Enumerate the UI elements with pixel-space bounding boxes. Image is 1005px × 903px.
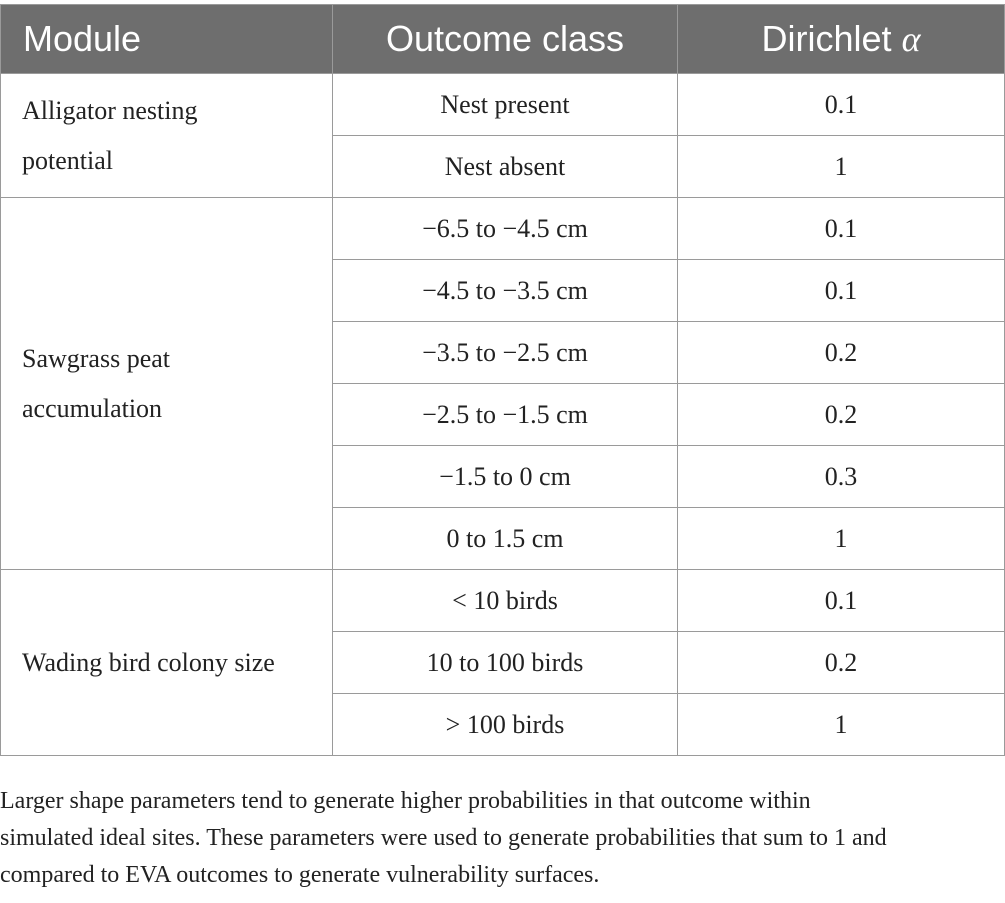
outcome-cell: −1.5 to 0 cm bbox=[333, 446, 678, 508]
alpha-cell: 0.1 bbox=[678, 74, 1005, 136]
outcome-cell: 10 to 100 birds bbox=[333, 632, 678, 694]
alpha-cell: 0.1 bbox=[678, 198, 1005, 260]
table-row bbox=[1, 570, 1005, 632]
header-dirichlet-alpha bbox=[678, 5, 1005, 74]
table-row bbox=[1, 74, 1005, 136]
alpha-cell: 1 bbox=[678, 136, 1005, 198]
alpha-cell: 0.1 bbox=[678, 570, 1005, 632]
module-label-line: Alligator nesting bbox=[22, 95, 198, 125]
alpha-cell: 0.1 bbox=[678, 260, 1005, 322]
footnote-line: compared to EVA outcomes to generate vulnerability surfaces. bbox=[0, 862, 600, 888]
module-label-line: accumulation bbox=[22, 393, 163, 423]
alpha-cell: 0.3 bbox=[678, 446, 1005, 508]
footnote-line: simulated ideal sites. These parameters were used to generate probabilities that sum to 1 and bbox=[0, 825, 887, 851]
alpha-symbol: α bbox=[901, 19, 921, 59]
dirichlet-parameters-table bbox=[0, 4, 1005, 756]
header-dirichlet-label: Dirichlet bbox=[761, 18, 892, 59]
header-outcome-class: Outcome class bbox=[333, 5, 678, 74]
outcome-cell: < 10 birds bbox=[333, 570, 678, 632]
outcome-cell: Nest absent bbox=[333, 136, 678, 198]
outcome-cell: Nest present bbox=[333, 74, 678, 136]
outcome-cell: 0 to 1.5 cm bbox=[333, 508, 678, 570]
footnote-line: Larger shape parameters tend to generate higher probabilities in that outcome within bbox=[0, 788, 811, 814]
table-row bbox=[1, 198, 1005, 260]
outcome-cell: −3.5 to −2.5 cm bbox=[333, 322, 678, 384]
alpha-cell: 1 bbox=[678, 694, 1005, 756]
module-label-line: potential bbox=[22, 145, 113, 175]
module-wading-bird: Wading bird colony size bbox=[1, 570, 333, 756]
table-footnote bbox=[0, 783, 1000, 894]
module-label-line: Sawgrass peat bbox=[22, 343, 171, 373]
outcome-cell: −6.5 to −4.5 cm bbox=[333, 198, 678, 260]
alpha-cell: 0.2 bbox=[678, 384, 1005, 446]
alpha-cell: 0.2 bbox=[678, 322, 1005, 384]
outcome-cell: > 100 birds bbox=[333, 694, 678, 756]
alpha-cell: 0.2 bbox=[678, 632, 1005, 694]
module-alligator-nesting bbox=[1, 74, 333, 198]
module-sawgrass-peat bbox=[1, 198, 333, 570]
header-row bbox=[1, 5, 1005, 74]
alpha-cell: 1 bbox=[678, 508, 1005, 570]
outcome-cell: −2.5 to −1.5 cm bbox=[333, 384, 678, 446]
header-module: Module bbox=[1, 5, 333, 74]
outcome-cell: −4.5 to −3.5 cm bbox=[333, 260, 678, 322]
